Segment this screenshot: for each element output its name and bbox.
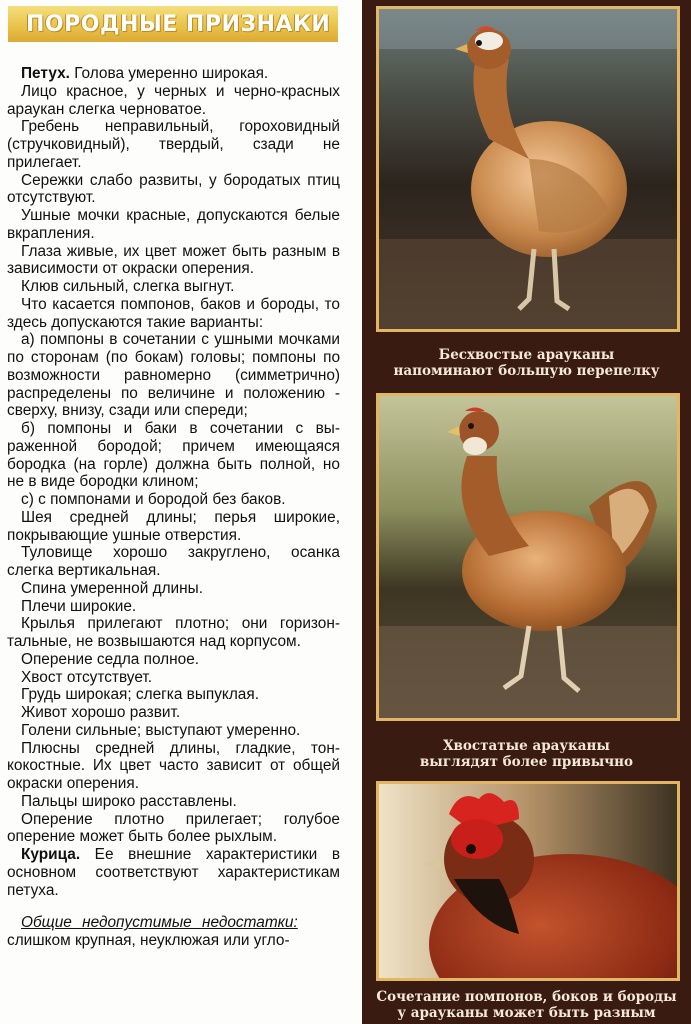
photo-caption: Бесхвостые арауканы напоминают большую перепелку: [393, 347, 660, 379]
paragraph: Крылья прилегают плотно; они горизонтальные, не возвышаются над корпусом.: [7, 615, 340, 650]
paragraph: б) помпоны и баки в сочетании с выраженной бородой; причем имеющаяся бородка (на горле) должна быть полной, но не в виде бородки клином;: [7, 420, 340, 491]
paragraph: а) помпоны в сочетании с ушными мочками по сторонам (по бокам) головы; помпоны по возможности равномерно (симметрично) распределены по величине и положению - сверху, внизу, сзади или спереди;: [7, 331, 340, 420]
paragraph: Что касается помпонов, баков и бороды, то здесь допускаются такие варианты:: [7, 295, 340, 331]
paragraph: Глаза живые, их цвет может быть разным в зависимости от окраски оперения.: [7, 242, 340, 278]
paragraph: Сережки слабо развиты, у бородатых птиц отсутствуют.: [7, 171, 340, 207]
paragraph: Грудь широкая; слегка выпуклая.: [21, 686, 259, 704]
photo-rooster-head: [376, 781, 680, 981]
paragraph: Курица. Ее внешние характеристики в основном соответствуют характеристикам петуха.: [7, 846, 340, 899]
paragraph: Оперение седла полное.: [21, 650, 200, 668]
paragraph: Оперение плотно прилегает; голубое оперение может быть более рыхлым.: [7, 810, 340, 846]
faults-heading: Общие недопустимые недостатки:: [21, 914, 298, 932]
hen-icon: [379, 396, 677, 718]
paragraph: Живот хорошо развит.: [21, 704, 181, 721]
paragraph: Хвост отсутствует.: [21, 668, 152, 686]
paragraph: Туловище хорошо закруглено, осанка слегка вертикальная.: [7, 544, 340, 579]
photo-tailless-hen: [376, 6, 680, 332]
paragraph: Лицо красное, у черных и черно-красных араукан слегка черноватое.: [7, 82, 340, 118]
paragraph: с) с помпонами и бородой без баков.: [21, 491, 286, 508]
rooster-label: Петух.: [21, 65, 70, 82]
hen-icon: [379, 9, 677, 329]
article-text: [7, 65, 340, 950]
photo-column: [362, 0, 691, 1024]
section-banner: [8, 6, 338, 42]
photo-tailed-hen: [376, 393, 680, 721]
photo-caption: Хвостатые арауканы выглядят более привычно: [419, 738, 634, 770]
paragraph: Шея средней длины; перья широкие, покрывающие ушные отверстия.: [7, 508, 340, 544]
photo-caption: Сочетание помпонов, боков и бороды у арауканы может быть разным: [376, 989, 677, 1021]
rooster-icon: [379, 784, 677, 978]
paragraph: Пальцы широко расставлены.: [21, 792, 237, 810]
paragraph: Голени сильные; выступают умеренно.: [21, 721, 301, 739]
paragraph: Ушные мочки красные, допускаются белые вкрапления.: [7, 207, 340, 242]
hen-label: Курица.: [21, 846, 81, 863]
paragraph: Гребень неправильный, гороховидный (стручковидный), твердый, сзади не прилегает.: [7, 118, 340, 171]
paragraph: Клюв сильный, слегка выгнут.: [21, 278, 235, 295]
section-title: ПОРОДНЫЕ ПРИЗНАКИ: [26, 11, 331, 37]
paragraph: слишком крупная, неуклюжая или угло-: [7, 932, 290, 949]
paragraph: Плечи широкие.: [21, 597, 137, 615]
paragraph: Спина умеренной длины.: [21, 579, 203, 597]
paragraph: Петух. Голова умеренно широкая.: [21, 65, 269, 82]
paragraph: [7, 914, 340, 932]
paragraph: Плюсны средней длины, гладкие, тонкокостные. Их цвет часто зависит от общей окраски оперения.: [7, 739, 340, 792]
